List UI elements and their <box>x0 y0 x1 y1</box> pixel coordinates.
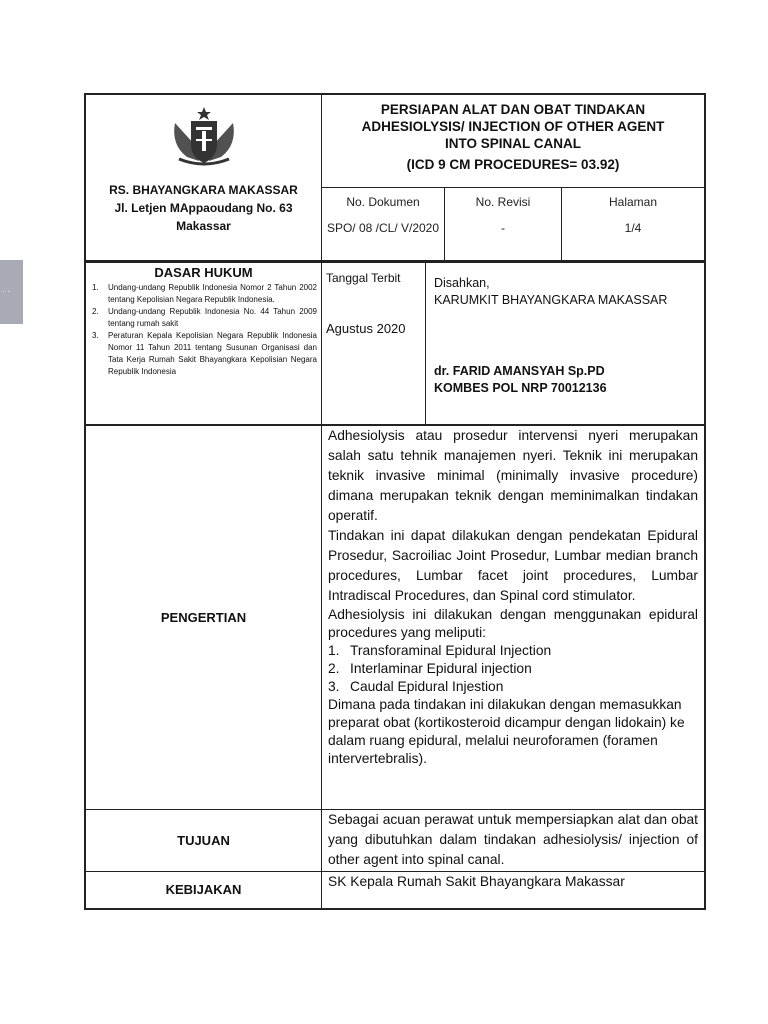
revision-value: - <box>501 221 505 235</box>
hospital-city: Makassar <box>176 219 231 233</box>
revision-cell <box>445 188 562 261</box>
issue-date-cell <box>322 262 426 424</box>
list-number: 1. <box>328 642 340 658</box>
procedure-item: Interlaminar Epidural injection <box>350 660 532 676</box>
doc-number-cell <box>322 188 445 261</box>
policy-content: SK Kepala Rumah Sakit Bhayangkara Makassar <box>322 871 705 908</box>
policy-label: KEBIJAKAN <box>86 871 322 908</box>
page-value: 1/4 <box>624 221 642 235</box>
definition-paragraph-3: Adhesiolysis ini dilakukan dengan menggunakan epidural procedures yang meliputi: <box>328 606 698 640</box>
legal-basis-item: Undang-undang Republik Indonesia No. 44 Tahun 2009 tentang rumah sakit <box>108 307 317 328</box>
legal-basis-heading: DASAR HUKUM <box>154 265 253 280</box>
title-line-3: INTO SPINAL CANAL <box>444 136 581 151</box>
sop-document <box>84 93 706 910</box>
document-title <box>322 95 705 188</box>
revision-label: No. Revisi <box>475 195 531 209</box>
list-number: 1. <box>92 283 99 292</box>
police-emblem-icon <box>165 105 243 167</box>
page-label: Halaman <box>608 195 658 209</box>
list-item <box>328 678 698 696</box>
list-number: 2. <box>92 307 99 316</box>
signer-rank: KOMBES POL NRP 70012136 <box>434 381 607 395</box>
definition-paragraph-1: Adhesiolysis atau prosedur intervensi nyeri merupakan salah satu tehnik manajemen nyeri. Teknik ini merupakan teknik invasive minimal (minimally invasive procedure) dimana merupakan teknik dengan meminimalkan tindakan operatif. <box>328 427 698 523</box>
definition-content <box>322 425 705 809</box>
page-cell <box>562 188 705 261</box>
hospital-name: RS. BHAYANGKARA MAKASSAR <box>109 183 298 197</box>
definition-paragraph-2: Tindakan ini dapat dilakukan dengan pendekatan Epidural Prosedur, Sacroiliac Joint Prosedur, Lumbar median branch procedures, Lumbar facet joint procedures, Lumbar Intradiscal Procedures, dan Spinal cord stimulator. <box>328 527 698 603</box>
list-item <box>92 330 317 378</box>
title-line-1: PERSIAPAN ALAT DAN OBAT TINDAKAN <box>380 102 646 117</box>
header-table <box>85 94 705 261</box>
list-item <box>92 306 317 330</box>
approval-label: Disahkan, <box>434 276 490 290</box>
list-item <box>92 282 317 306</box>
procedure-item: Caudal Epidural Injestion <box>350 678 504 694</box>
legal-basis-item: Undang-undang Republik Indonesia Nomor 2 Tahun 2002 tentang Kepolisian Negara Republik Indonesia. <box>108 283 317 304</box>
content-table <box>85 425 705 909</box>
approval-cell <box>426 262 705 424</box>
definition-paragraph-4: Dimana pada tindakan ini dilakukan dengan memasukkan preparat obat (kortikosteroid dicampur dengan lidokain) ke dalam ruang epidural, melalui neuroforamen (foramen intervertebralis). <box>328 696 685 766</box>
side-tab-dots: · · <box>2 286 11 296</box>
signer-name: dr. FARID AMANSYAH Sp.PD <box>434 364 605 378</box>
title-line-2: ADHESIOLYSIS/ INJECTION OF OTHER AGENT <box>361 119 665 134</box>
hospital-cell <box>86 95 322 261</box>
legal-basis-list <box>86 282 321 382</box>
procedure-item: Transforaminal Epidural Injection <box>350 642 552 658</box>
list-item <box>328 660 698 678</box>
definition-label: PENGERTIAN <box>86 425 322 809</box>
issue-date-label: Tanggal Terbit <box>326 271 401 285</box>
hospital-address: Jl. Letjen MAppaoudang No. 63 <box>114 201 293 215</box>
list-item <box>328 642 698 660</box>
legal-basis-table <box>85 261 705 425</box>
approver-title: KARUMKIT BHAYANGKARA MAKASSAR <box>434 293 668 307</box>
purpose-label: TUJUAN <box>86 809 322 871</box>
list-number: 3. <box>328 678 340 694</box>
purpose-content: Sebagai acuan perawat untuk mempersiapkan alat dan obat yang dibutuhkan dalam tindakan adhesiolysis/ injection of other agent into spinal canal. <box>322 809 705 871</box>
legal-basis-item: Peraturan Kepala Kepolisian Negara Republik Indonesia Nomor 11 Tahun 2011 tentang Susunan Organisasi dan Tata Kerja Rumah Sakit Bhayangkara Kepolisian Negara Republik Indonesia <box>108 331 317 376</box>
legal-basis-cell <box>86 262 322 424</box>
icd-code: (ICD 9 CM PROCEDURES= 03.92) <box>406 157 620 172</box>
list-number: 2. <box>328 660 340 676</box>
list-number: 3. <box>92 331 99 340</box>
doc-number-value: SPO/ 08 /CL/ V/2020 <box>326 221 440 235</box>
issue-date-value: Agustus 2020 <box>326 321 406 336</box>
doc-number-label: No. Dokumen <box>346 195 420 209</box>
side-scroll-tab[interactable] <box>0 260 23 324</box>
